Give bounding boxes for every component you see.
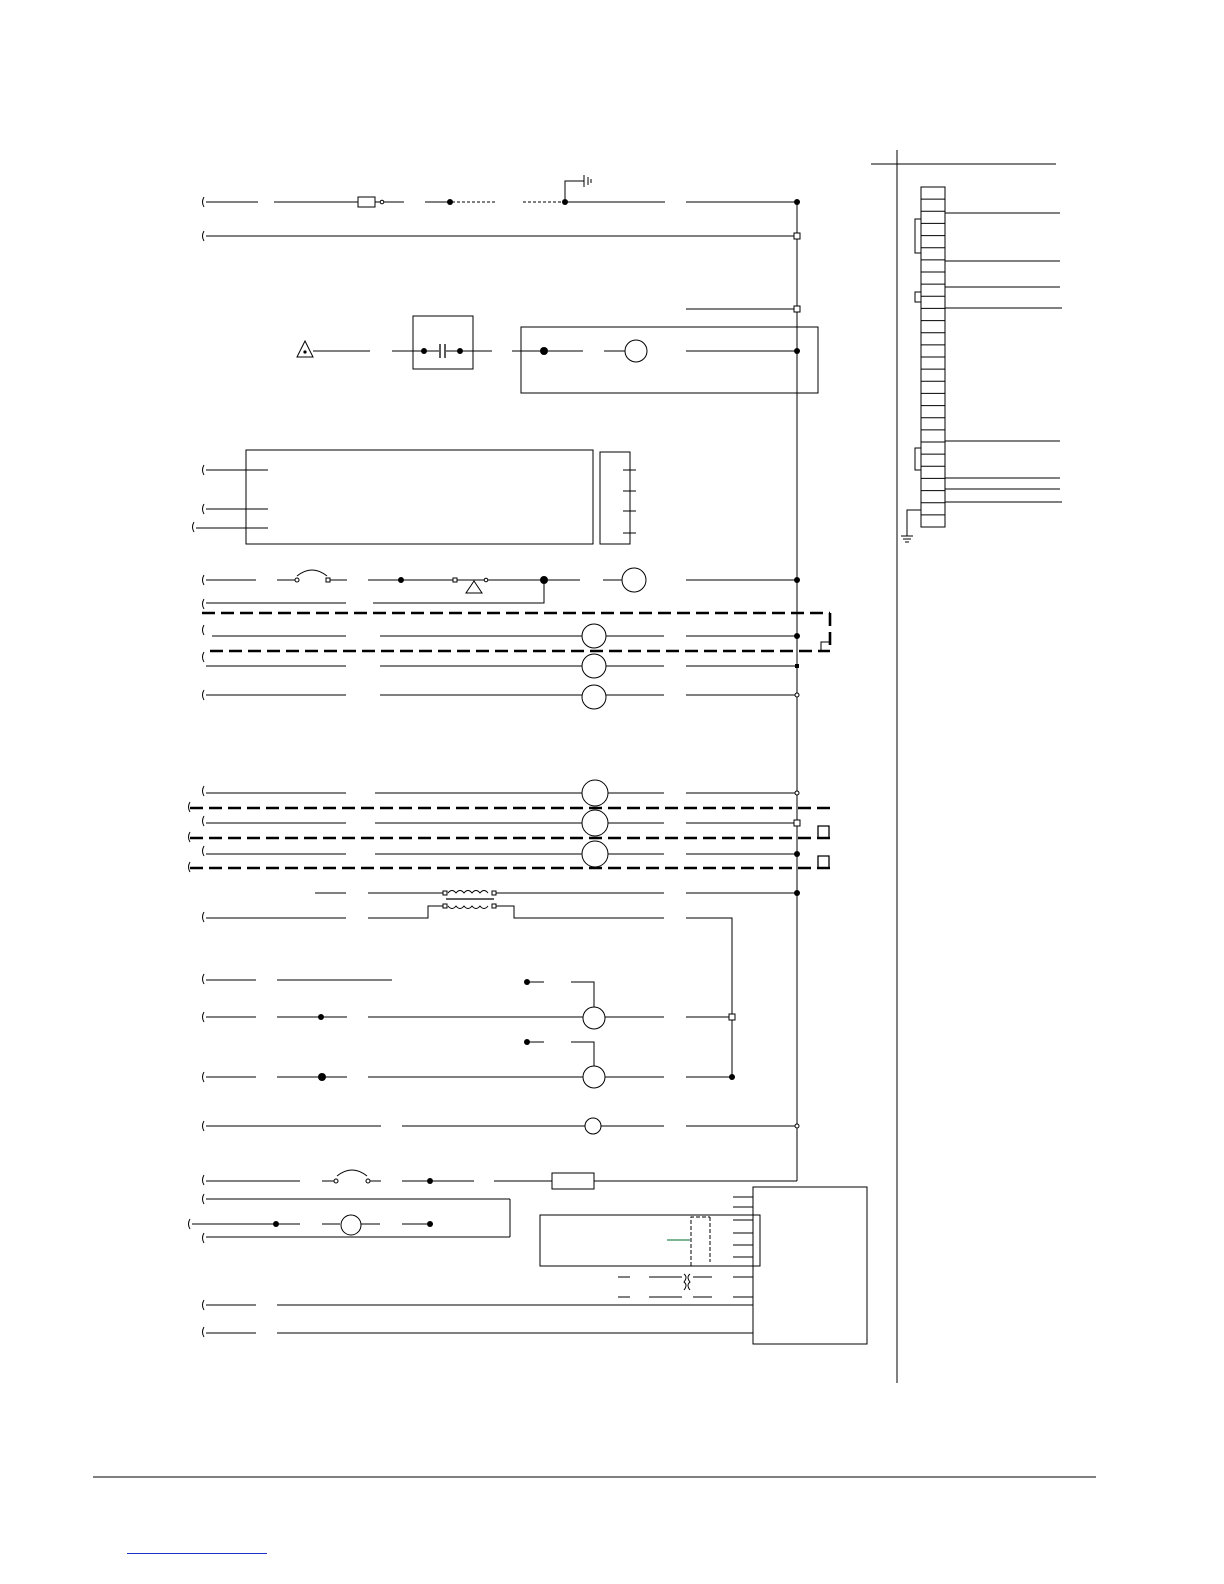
lamp-icon	[622, 568, 646, 592]
motor-icon	[582, 654, 606, 678]
transformer-icon	[443, 891, 496, 909]
ground-icon	[565, 175, 591, 202]
motor-box-circuit	[189, 1194, 511, 1243]
capacitor-icon	[427, 344, 459, 358]
module-box	[193, 450, 637, 544]
motor-icon	[341, 1215, 361, 1235]
motor-icon	[582, 810, 608, 836]
right-panel	[871, 150, 1056, 1383]
connector-block	[901, 187, 1062, 542]
resistor-circuit	[203, 1170, 798, 1189]
switch-icon	[295, 570, 330, 582]
motor-icon	[582, 841, 608, 867]
motor-icon	[583, 1066, 605, 1088]
footer-link[interactable]	[127, 1553, 267, 1554]
resistor-icon	[552, 1173, 594, 1189]
motor-pair-circuit	[203, 974, 736, 1088]
motor-icon	[582, 624, 606, 648]
shielded-group-2	[189, 780, 831, 872]
lamp-icon	[582, 685, 606, 709]
switch-circuit	[203, 568, 801, 609]
fuse-circuit	[203, 197, 801, 207]
capacitor-circuit	[297, 316, 818, 393]
feed-line	[203, 231, 801, 241]
lamp-icon	[625, 340, 647, 362]
warning-triangle-icon	[297, 341, 313, 357]
switch-icon	[334, 1170, 370, 1183]
motor-icon	[583, 1007, 605, 1029]
bus-tap	[686, 306, 800, 312]
shielded-group-1	[202, 613, 830, 678]
motor-icon	[582, 780, 608, 806]
fuse-icon	[356, 197, 404, 207]
lamp-icon	[585, 1118, 601, 1134]
lamp-circuit	[203, 685, 800, 709]
transformer-circuit	[203, 890, 801, 1077]
indicator-circuit	[203, 1118, 800, 1134]
connector-pin-rows	[921, 199, 945, 515]
control-module	[203, 1187, 868, 1344]
